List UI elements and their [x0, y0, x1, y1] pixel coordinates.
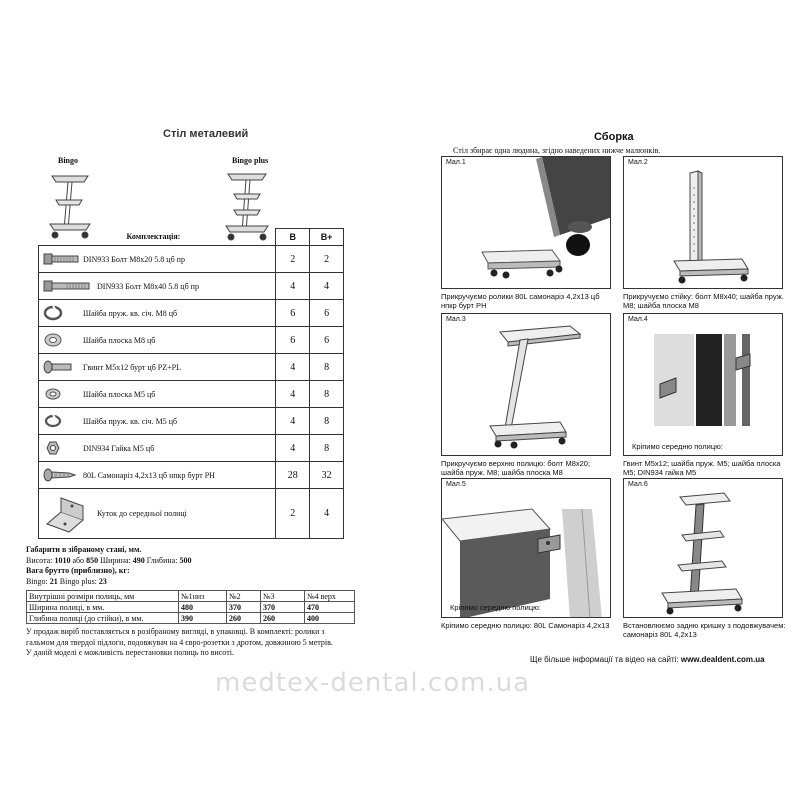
- dim-header-cell: Внутрішні розміри полиць, мм: [27, 591, 179, 602]
- flat-washer-icon: [43, 332, 63, 348]
- bracket-icon: [43, 494, 87, 534]
- table-row: [39, 435, 344, 462]
- more-info-text: Ще більше інформації та відео на сайті:: [530, 655, 679, 664]
- self-tapping-screw-icon: [43, 467, 77, 483]
- dim-header-cell: №3: [261, 591, 305, 602]
- qty-b: 4: [276, 354, 310, 381]
- width-label: Ширина:: [100, 555, 131, 565]
- figure-5-caption: Кріпимо середню полицю: 80L Самонаріз 4,2х13: [441, 621, 610, 630]
- dim-header-cell: №1низ: [179, 591, 227, 602]
- qty-b: 4: [276, 435, 310, 462]
- table-row: [39, 246, 344, 273]
- dim-row-label: Ширина полиці, в мм.: [27, 602, 179, 613]
- figure-2: [623, 156, 783, 289]
- dim-value: 260: [227, 613, 261, 624]
- dim-value: 400: [305, 613, 355, 624]
- nut-icon: [43, 440, 63, 456]
- components-table: [38, 228, 344, 539]
- figure-label: Мал.4: [628, 316, 648, 323]
- page-title: Стіл металевий: [163, 128, 249, 140]
- qty-b: 2: [276, 489, 310, 539]
- height-a: 1010: [54, 555, 71, 565]
- dim-header-cell: №4 верх: [305, 591, 355, 602]
- figure-4: [623, 313, 783, 456]
- figure-4-caption: Гвинт M5x12; шайба пруж. M5; шайба плоска M5; DIN934 гайка M5: [623, 459, 781, 477]
- table-row: [39, 462, 344, 489]
- part-name: Шайба пруж. кв. січ. M8 цб: [83, 308, 178, 318]
- part-name: 80L Самонаріз 4,2х13 цб нпкр бурт PH: [83, 470, 215, 480]
- table-row: [39, 300, 344, 327]
- height-or: або: [72, 555, 85, 565]
- table-row: [39, 354, 344, 381]
- part-name: DIN933 Болт M8x20 5.8 цб пр: [83, 254, 185, 264]
- figure-1: [441, 156, 611, 289]
- website-link[interactable]: www.dealdent.com.ua: [680, 655, 765, 664]
- figure-6-caption: Встановлюємо задню кришку з подовжувачем: самонаріз 80L 4,2х13: [623, 621, 786, 639]
- qty-bplus: 8: [310, 408, 344, 435]
- table-row: [27, 613, 355, 624]
- qty-b: 6: [276, 300, 310, 327]
- table-row: [27, 602, 355, 613]
- qty-bplus: 2: [310, 246, 344, 273]
- more-info: [530, 655, 765, 664]
- table-row: [39, 381, 344, 408]
- height-label: Висота:: [26, 555, 53, 565]
- dim-value: 470: [305, 602, 355, 613]
- weight-b: 23: [98, 576, 107, 586]
- watermark: medtex-dental.com.ua: [215, 668, 531, 698]
- column-mounting-illustration: [624, 157, 783, 289]
- part-name: DIN934 Гайка M5 цб: [83, 443, 155, 453]
- weight-label-b: Bingo plus:: [59, 576, 97, 586]
- middle-shelf-screws-illustration: [442, 479, 611, 618]
- part-name: Шайба пруж. кв. січ. M5 цб: [83, 416, 178, 426]
- screw-icon: [43, 359, 73, 375]
- qty-bplus: 8: [310, 435, 344, 462]
- note-shelves: У даній моделі є можливість перестановки полиць по висоті.: [26, 648, 234, 657]
- figure-label: Мал.6: [628, 481, 648, 488]
- dims-title: Габарити в зібраному стані, мм.: [26, 545, 142, 554]
- figure-label: Мал.5: [446, 481, 466, 488]
- long-bolt-icon: [43, 278, 91, 294]
- variant-label-bingo-plus: Bingo plus: [232, 156, 269, 165]
- figure-label: Мал.1: [446, 159, 466, 166]
- qty-b: 4: [276, 408, 310, 435]
- part-name: Гвинт M5x12 бурт цб PZ+PL: [83, 362, 181, 372]
- dim-value: 370: [227, 602, 261, 613]
- middle-shelf-bracket-illustration: [624, 314, 783, 456]
- dim-value: 260: [261, 613, 305, 624]
- part-name: Куток до середньої полиці: [97, 509, 187, 518]
- dim-value: 370: [261, 602, 305, 613]
- notes-block: [26, 627, 346, 659]
- qty-b: 28: [276, 462, 310, 489]
- qty-b: 2: [276, 246, 310, 273]
- part-name: Шайба плоска M5 цб: [83, 389, 156, 399]
- figure-1-caption: Прикручуємо ролики 80L самонаріз 4,2х13 цб нпкр бурт PH: [441, 292, 600, 310]
- table-row: [39, 327, 344, 354]
- dim-header-cell: №2: [227, 591, 261, 602]
- qty-b: 6: [276, 327, 310, 354]
- qty-bplus: 6: [310, 300, 344, 327]
- figure-2-caption: Прикручуємо стійку: болт M8x40; шайба пруж. M8; шайба плоска M8: [623, 292, 784, 310]
- depth-label: Глибина:: [146, 555, 178, 565]
- back-cover-illustration: [624, 479, 783, 618]
- qty-bplus: 8: [310, 354, 344, 381]
- shelf-dimensions-table: [26, 590, 355, 624]
- figure-3: [441, 313, 611, 456]
- dim-value: 390: [179, 613, 227, 624]
- bolt-icon: [43, 251, 81, 267]
- figure-label: Мал.3: [446, 316, 466, 323]
- qty-b: 4: [276, 273, 310, 300]
- depth-value: 500: [179, 555, 192, 565]
- qty-bplus: 32: [310, 462, 344, 489]
- variant-label-bingo: Bingo: [58, 156, 79, 165]
- figure-3-caption: Прикручуємо верхню полицю: болт M8x20; шайба пруж. M8; шайба плоска M8: [441, 459, 591, 477]
- components-header: Комплектація:: [39, 229, 276, 246]
- part-name: DIN933 Болт M8x40 5.8 цб пр: [97, 281, 199, 291]
- dim-value: 480: [179, 602, 227, 613]
- flat-washer-small-icon: [43, 386, 63, 402]
- width-value: 490: [132, 555, 145, 565]
- table-row: [39, 273, 344, 300]
- qty-bplus: 6: [310, 327, 344, 354]
- note-delivery: У продаж виріб поставляється в розібраному вигляді, в упаковці. В комплекті: ролики з гальмом для твердої підлоги, подовжувач на 4 євро-розетки з дротом, довжиною 5 метрів.: [26, 627, 333, 647]
- specs-block: [26, 545, 346, 587]
- assembly-intro: Стіл збирає одна людина, згідно наведених нижче малюнків.: [453, 146, 661, 155]
- table-row: [39, 408, 344, 435]
- figure-6: [623, 478, 783, 618]
- col-b-header: B: [276, 229, 310, 246]
- figure-5-inner-caption: Кріпимо середню полицю:: [450, 603, 541, 612]
- dim-row-label: Глибина полиці (до стійки), в мм.: [27, 613, 179, 624]
- col-bplus-header: B+: [310, 229, 344, 246]
- qty-bplus: 8: [310, 381, 344, 408]
- spring-washer-icon: [43, 305, 63, 321]
- qty-bplus: 4: [310, 273, 344, 300]
- weight-label-a: Bingo:: [26, 576, 48, 586]
- figure-5: [441, 478, 611, 618]
- qty-b: 4: [276, 381, 310, 408]
- table-row: [39, 489, 344, 539]
- weight-a: 21: [49, 576, 58, 586]
- spring-washer-small-icon: [43, 413, 63, 429]
- table-row: [27, 591, 355, 602]
- weight-title: Вага брутто (приблизно), кг:: [26, 566, 130, 575]
- part-name: Шайба плоска M8 цб: [83, 335, 156, 345]
- caster-mounting-illustration: [442, 157, 611, 289]
- height-b: 850: [86, 555, 99, 565]
- assembly-title: Сборка: [594, 131, 634, 143]
- top-shelf-mounting-illustration: [442, 314, 611, 456]
- figure-4-inner-caption: Кріпимо середню полицю:: [632, 442, 723, 451]
- figure-label: Мал.2: [628, 159, 648, 166]
- qty-bplus: 4: [310, 489, 344, 539]
